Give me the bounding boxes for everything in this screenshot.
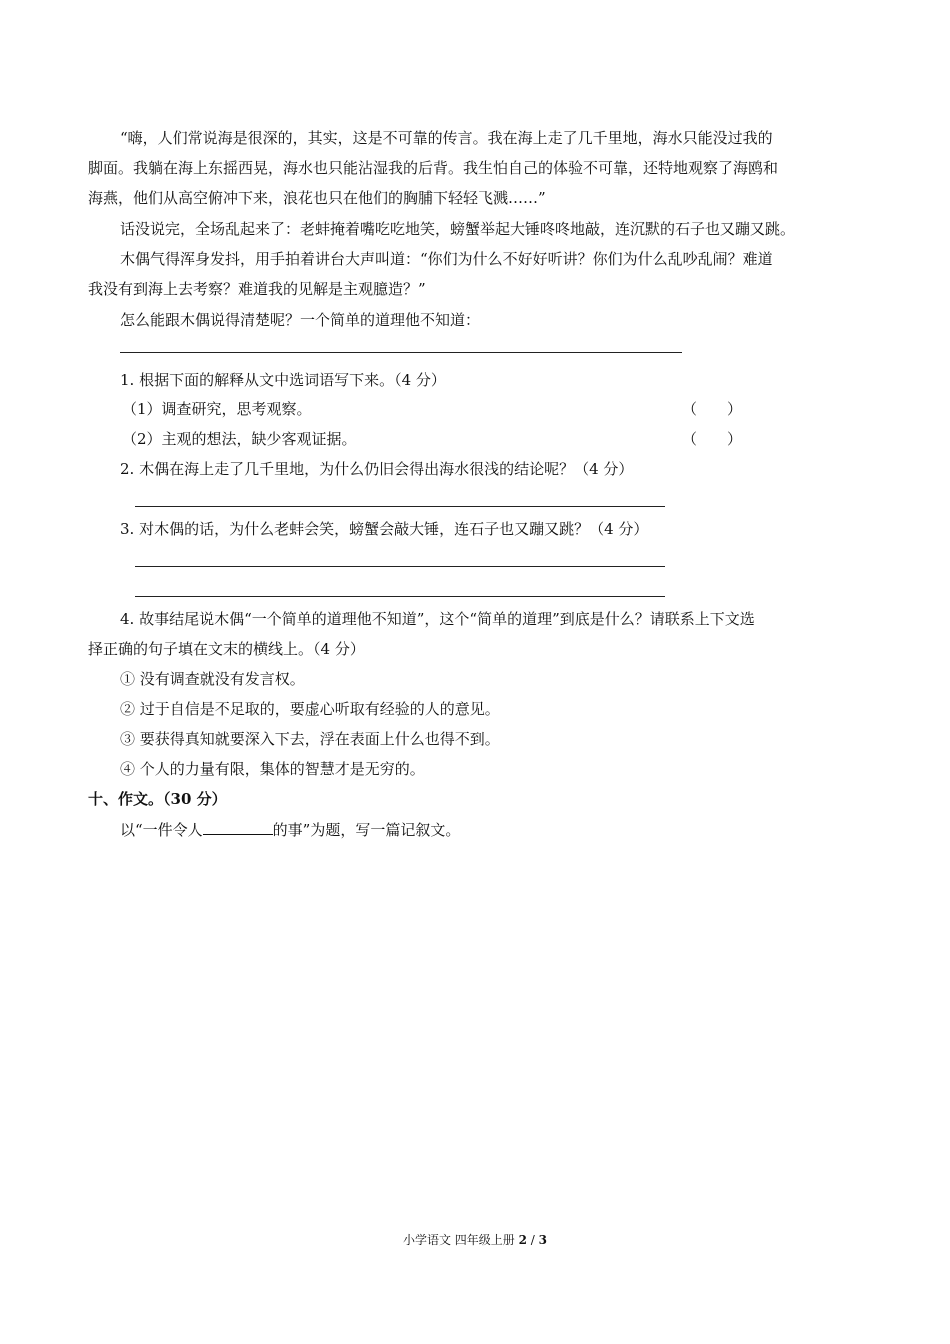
question-4-option: ④ 个人的力量有限，集体的智慧才是无穷的。 xyxy=(120,760,425,778)
passage-line: 木偶气得浑身发抖，用手拍着讲台大声叫道：“你们为什么不好好听讲？你们为什么乱吵乱闹？难道 xyxy=(120,250,773,268)
question-4-stem: 择正确的句子填在文末的横线上。（4 分） xyxy=(88,640,365,658)
question-2-answer-line[interactable] xyxy=(135,506,665,507)
composition-title-blank[interactable] xyxy=(203,819,273,835)
footer-page-total: 3 xyxy=(538,1233,548,1247)
question-1-item: （1）调查研究，思考观察。 xyxy=(122,400,312,418)
footer-subject: 小学语文 四年级上册 xyxy=(402,1233,515,1247)
footer-page-separator: / xyxy=(526,1233,539,1247)
question-1-item: （2）主观的想法，缺少客观证据。 xyxy=(122,430,357,448)
passage-line: 脚面。我躺在海上东摇西晃，海水也只能沾湿我的后背。我生怕自己的体验不可靠，还特地观察了海鸥和 xyxy=(88,159,779,177)
passage-line: 怎么能跟木偶说得清楚呢？一个简单的道理他不知道： xyxy=(120,311,481,329)
question-4-option: ③ 要获得真知就要深入下去，浮在表面上什么也得不到。 xyxy=(120,730,500,748)
passage-line: 我没有到海上去考察？难道我的见解是主观臆造？” xyxy=(88,280,426,298)
question-3-stem: 3. 对木偶的话，为什么老蚌会笑，螃蟹会敲大锤，连石子也又蹦又跳？（4 分） xyxy=(120,520,649,538)
question-3-answer-line[interactable] xyxy=(135,566,665,567)
composition-prompt-end: 的事”为题，写一篇记叙文。 xyxy=(272,821,461,839)
question-4-option: ① 没有调查就没有发言权。 xyxy=(120,670,305,688)
passage-line: “嗨，人们常说海是很深的，其实，这是不可靠的传言。我在海上走了几千里地，海水只能没过我的 xyxy=(120,129,773,147)
answer-parentheses[interactable]: （ ） xyxy=(682,400,743,418)
question-4-option: ② 过于自信是不足取的，要虚心听取有经验的人的意见。 xyxy=(120,700,500,718)
question-2-stem: 2. 木偶在海上走了几千里地，为什么仍旧会得出海水很浅的结论呢？（4 分） xyxy=(120,460,634,478)
passage-answer-line[interactable] xyxy=(120,352,682,353)
composition-prompt-start: 以“一件令人 xyxy=(120,821,203,839)
composition-prompt xyxy=(120,819,460,840)
question-3-answer-line[interactable] xyxy=(135,596,665,597)
answer-parentheses[interactable]: （ ） xyxy=(682,430,743,448)
question-4-stem: 4. 故事结尾说木偶“一个简单的道理他不知道”，这个“简单的道理”到底是什么？请联系上下文选 xyxy=(120,610,755,628)
composition-heading: 十、作文。（30 分） xyxy=(88,790,227,808)
passage-line: 海燕，他们从高空俯冲下来，浪花也只在他们的胸脯下轻轻飞溅……” xyxy=(88,189,546,207)
passage-line: 话没说完，全场乱起来了：老蚌掩着嘴吃吃地笑，螃蟹举起大锤咚咚地敲，连沉默的石子也又蹦又跳。 xyxy=(120,220,796,238)
footer-page-current: 2 xyxy=(518,1233,527,1247)
question-1-stem: 1. 根据下面的解释从文中选词语写下来。（4 分） xyxy=(120,371,446,389)
page-footer xyxy=(0,1232,950,1248)
